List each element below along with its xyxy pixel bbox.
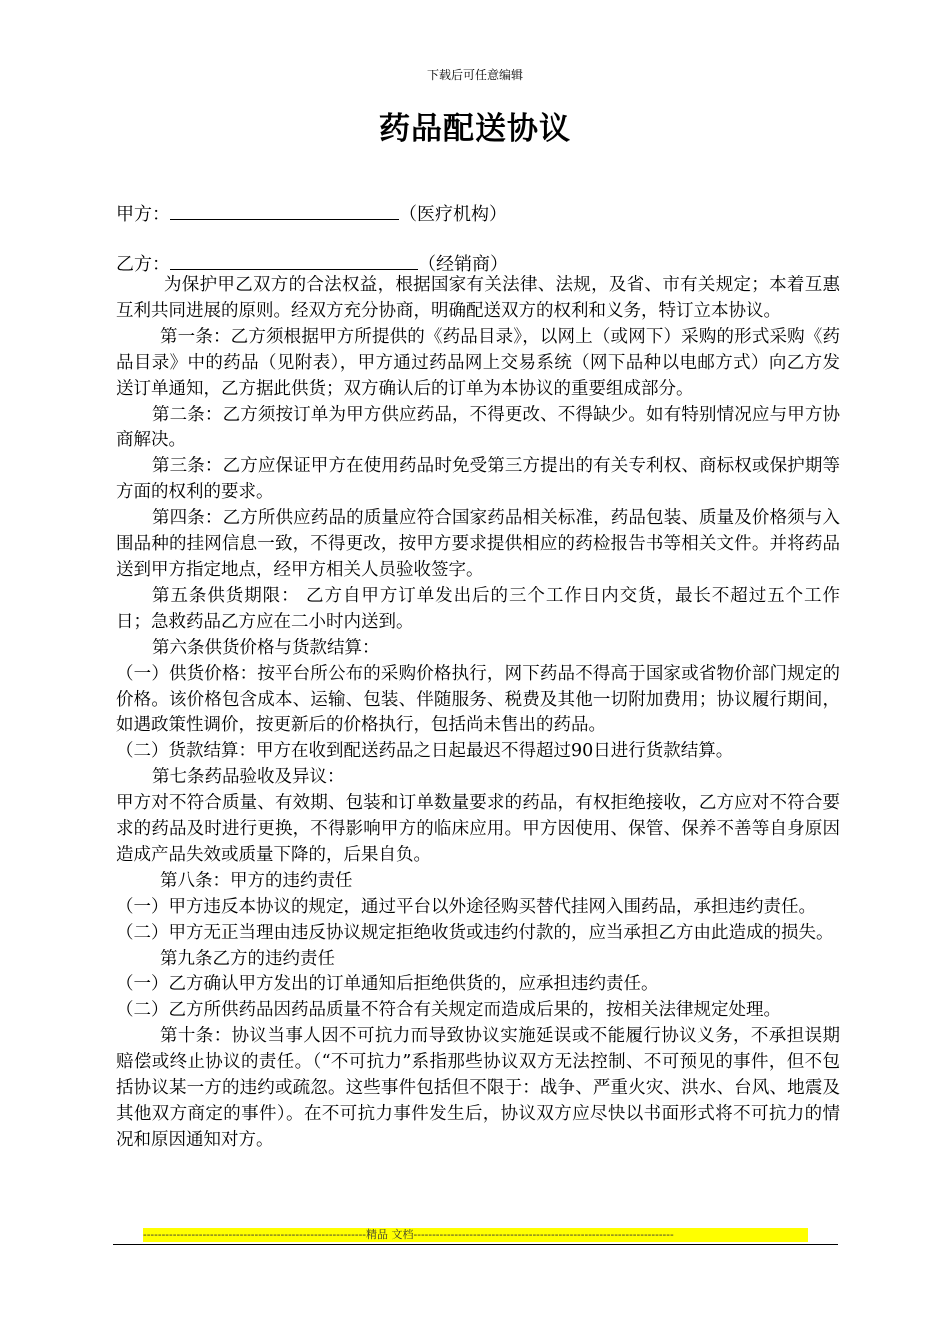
footer-watermark: ------------------------------------------------------------精品 文档---------------------------------------------------------------------- bbox=[143, 1228, 808, 1242]
article-1: 第一条：乙方须根据甲方所提供的《药品目录》，以网上（或网下）采购的形式采购《药品目录》中的药品（见附表），甲方通过药品网上交易系统（网下品种以电邮方式）向乙方发送订单通知，乙方据此供货；双方确认后的订单为本协议的重要组成部分。 bbox=[116, 326, 840, 399]
party-b-blank bbox=[170, 251, 418, 270]
article-6-heading: 第六条供货价格与货款结算： bbox=[152, 637, 380, 658]
footer-divider bbox=[113, 1244, 838, 1245]
article-9-heading: 第九条乙方的违约责任 bbox=[160, 948, 335, 969]
article-6-item-2: （二）货款结算：甲方在收到配送药品之日起最迟不得超过90日进行货款结算。 bbox=[116, 741, 734, 762]
agreement-body bbox=[116, 273, 840, 1154]
article-4: 第四条：乙方所供应药品的质量应符合国家药品相关标准，药品包装、质量及价格须与入围品种的挂网信息一致，不得更改，按甲方要求提供相应的药检报告书等相关文件。并将药品送到甲方指定地点，经甲方相关人员验收签字。 bbox=[116, 508, 840, 580]
article-8-item-1: （一）甲方违反本协议的规定，通过平台以外途径购买替代挂网入围药品，承担违约责任。 bbox=[116, 896, 816, 917]
party-a-suffix: （医疗机构） bbox=[399, 204, 507, 225]
document-title: 药品配送协议 bbox=[379, 111, 571, 147]
article-9-item-2: （二）乙方所供药品因药品质量不符合有关规定而造成后果的，按相关法律规定处理。 bbox=[116, 1000, 781, 1021]
article-3: 第三条：乙方应保证甲方在使用药品时免受第三方提出的有关专利权、商标权或保护期等方面的权利的要求。 bbox=[116, 456, 840, 503]
article-5: 第五条供货期限： 乙方自甲方订单发出后的三个工作日内交货，最长不超过五个工作日；急救药品乙方应在二小时内送到。 bbox=[116, 585, 840, 632]
article-7-heading: 第七条药品验收及异议： bbox=[152, 767, 345, 788]
party-a-line bbox=[116, 200, 507, 226]
header-note: 下载后可任意编辑 bbox=[426, 68, 523, 82]
article-2: 第二条：乙方须按订单为甲方供应药品，不得更改、不得缺少。如有特别情况应与甲方协商解决。 bbox=[116, 404, 840, 451]
party-a-label: 甲方： bbox=[116, 204, 170, 225]
party-a-blank bbox=[170, 201, 399, 220]
article-10: 第十条：协议当事人因不可抗力而导致协议实施延误或不能履行协议义务，不承担误期赔偿或终止协议的责任。（“不可抗力”系指那些协议双方无法控制、不可预见的事件，但不包括协议某一方的违约或疏忽。这些事件包括但不限于：战争、严重火灾、洪水、台风、地震及其他双方商定的事件）。在不可抗力事件发生后，协议双方应尽快以书面形式将不可抗力的情况和原因通知对方。 bbox=[116, 1026, 840, 1150]
preamble-paragraph: 为保护甲乙双方的合法权益，根据国家有关法律、法规，及省、市有关规定；本着互惠互利共同进展的原则。经双方充分协商，明确配送双方的权利和义务，特订立本协议。 bbox=[116, 275, 840, 321]
article-6-item-1: （一）供货价格：按平台所公布的采购价格执行，网下药品不得高于国家或省物价部门规定的价格。该价格包含成本、运输、包装、伴随服务、税费及其他一切附加费用；协议履行期间，如遇政策性调价，按更新后的价格执行，包括尚未售出的药品。 bbox=[116, 663, 840, 736]
article-9-item-1: （一）乙方确认甲方发出的订单通知后拒绝供货的，应承担违约责任。 bbox=[116, 974, 659, 995]
article-8-heading: 第八条：甲方的违约责任 bbox=[160, 870, 353, 891]
article-8-item-2: （二）甲方无正当理由违反协议规定拒绝收货或违约付款的，应当承担乙方由此造成的损失。 bbox=[116, 922, 834, 943]
article-7-text: 甲方对不符合质量、有效期、包装和订单数量要求的药品，有权拒绝接收，乙方应对不符合要求的药品及时进行更换，不得影响甲方的临床应用。甲方因使用、保管、保养不善等自身原因造成产品失效或质量下降的，后果自负。 bbox=[116, 793, 840, 865]
party-b-suffix: （经销商） bbox=[418, 254, 508, 275]
party-b-label: 乙方： bbox=[116, 254, 170, 275]
